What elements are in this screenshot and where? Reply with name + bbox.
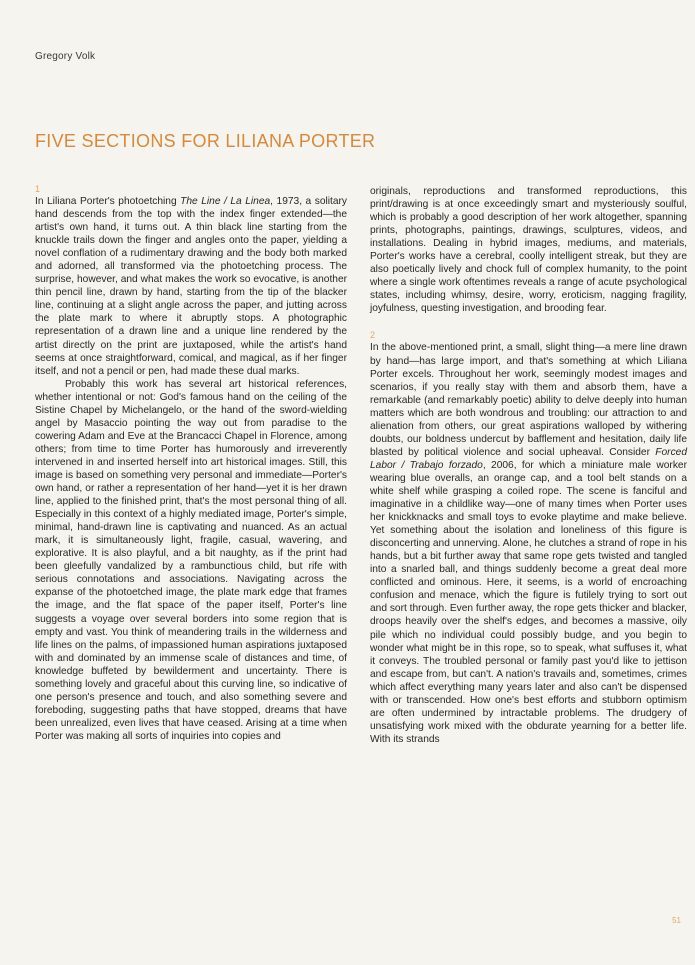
paragraph-text: In the above-mentioned print, a small, slight thing—a mere line drawn by hand—has large import, and that's something at which Liliana Porter excels. Throughout her work, seemingly modest images and scenarios, if you really stay with them and absorb them, have a remarkable (and remarkably poetic) ability to delve deeply into human matters which are both wondrous and troubling: our attraction to and alienation from others, our great aspirations walloped by withering doubts, our boldness undercut by bafflement and hesitation, daily life blasted by political violence and social upheaval. Consider [370,342,687,458]
essay-title: FIVE SECTIONS FOR LILIANA PORTER [35,131,376,151]
left-column [35,183,347,743]
page-number: 51 [672,916,681,925]
paragraph-text: In Liliana Porter's photoetching [35,196,181,207]
paragraph [35,195,347,378]
paragraph [370,341,687,745]
artwork-title: The Line / La Linea [180,196,271,207]
right-column [370,185,687,746]
artwork-title: Forced Labor / Trabajo forzado [370,446,687,471]
paragraph-text: , 1973, a solitary hand descends from the top with the index finger extended—the artist's own hand, it turns out. A thin black line starting from the knuckle trails down the finger and angles onto the paper, yielding a novel conflation of a rudimentary drawing and the body both marked and adorned, all transformed via the photoetching process. The surprise, however, and what makes the work so evocative, is another thin pencil line, drawn by hand, starting from the tip of the blacker line, continuing at a slight angle across the paper, and jutting across the plate mark to where it abruptly stops. A photographic representation of a drawn line and a unique line rendered by the artist directly on the print are juxtaposed, while the artist's hand seems at once straightforward, comical, and magical, as if her finger itself, and not a pencil or pen, had made these dual marks. [35,196,347,377]
section-spacer [370,315,687,329]
paragraph: originals, reproductions and transformed reproductions, this print/drawing is at once exceedingly smart and mysteriously soulful, which is probably a good description of her work altogether, spanning prints, photographs, paintings, drawings, sculptures, videos, and installations. Dealing in hybrid images, mediums, and materials, Porter's works have a cerebral, coolly intelligent streak, but they are also poetically lively and chock full of complex humanity, to the point where a single work oftentimes reveals a range of acute psychological states, including whimsy, desire, worry, eroticism, nagging fragility, joyfulness, questing investigation, and brooding fear. [370,186,687,315]
author-name: Gregory Volk [35,51,96,62]
paragraph-text: , 2006, for which a miniature male worker wearing blue overalls, an orange cap, and a tool belt stands on a white shelf while grasping a coiled rope. The scene is fanciful and imaginative in a childlike way—one of many times when Porter uses her knickknacks and small toys to evoke playtime and make believe. Yet something about the isolation and loneliness of this figure is disconcerting and unnerving. Alone, he clutches a strand of rope in his hands, but a bit further away that same rope gets twisted and tangled into a snarled ball, and things suddenly become a great deal more conflicted and ominous. Here, it seems, is a world of encroaching confusion and menace, which the figure is futilely trying to sort out and sort through. Even further away, the rope gets thicker and blacker, droops heavily over the shelf's edges, and becomes a massive, oily pile which no individual could possibly budge, and you begin to wonder what might be in this rope, so to speak, what suffuses it, what it conveys. The troubled personal or family past you'd like to jettison and escape from, but can't. A nation's travails and, sometimes, crimes which affect everything many years later and also can't be dispensed with or transcended. How one's best efforts and stubborn optimism are often undermined by intractable problems. The drudgery of unsatisfying work mixed with the obdurate yearning for a better life. With its strands [370,459,687,745]
section-number: 1 [35,184,41,194]
section-number: 2 [370,330,376,341]
paragraph: Probably this work has several art historical references, whether intentional or not: God's famous hand on the ceiling of the Sistine Chapel by Michelangelo, or the hand of the sword-wielding angel by Masaccio pointing the way out from paradise to the cowering Adam and Eve at the Brancacci Chapel in Florence, among others; from time to time Porter has humorously and irreverently intervened in and inserted herself into art historical images. Still, this image is based on something very personal and immediate—Porter's own hand, or rather a representation of her hand—yet it is her drawn line, applied to the finished print, that's the most personal thing of all. Especially in this context of a highly mediated image, Porter's simple, minimal, hand-drawn line is captivating and nuanced. As an actual mark, it is simultaneously light, fragile, casual, wavering, and explorative. It is also playful, and a bit naughty, as if the print had been gleefully vandalized by a rambunctious child, but rife with serious connotations and associations. Navigating across the expanse of the photoetched image, the plate mark edge that frames the image, and the flat space of the paper itself, Porter's line suggests a voyage over several borders into some region that is empty and vast. You think of meandering trails in the wilderness and life lines on the palms, of impassioned human aspirations juxtaposed with and dominated by an immense scale of distances and time, of knowledge buffeted by bewilderment and uncertainty. There is something lovely and graceful about this curving line, so indicative of one person's presence and touch, and also something severe and foreboding, suggesting paths that have stopped, dreams that have been unrealized, even lives that have ceased. Arising at a time when Porter was making all sorts of inquiries into copies and [35,378,347,742]
